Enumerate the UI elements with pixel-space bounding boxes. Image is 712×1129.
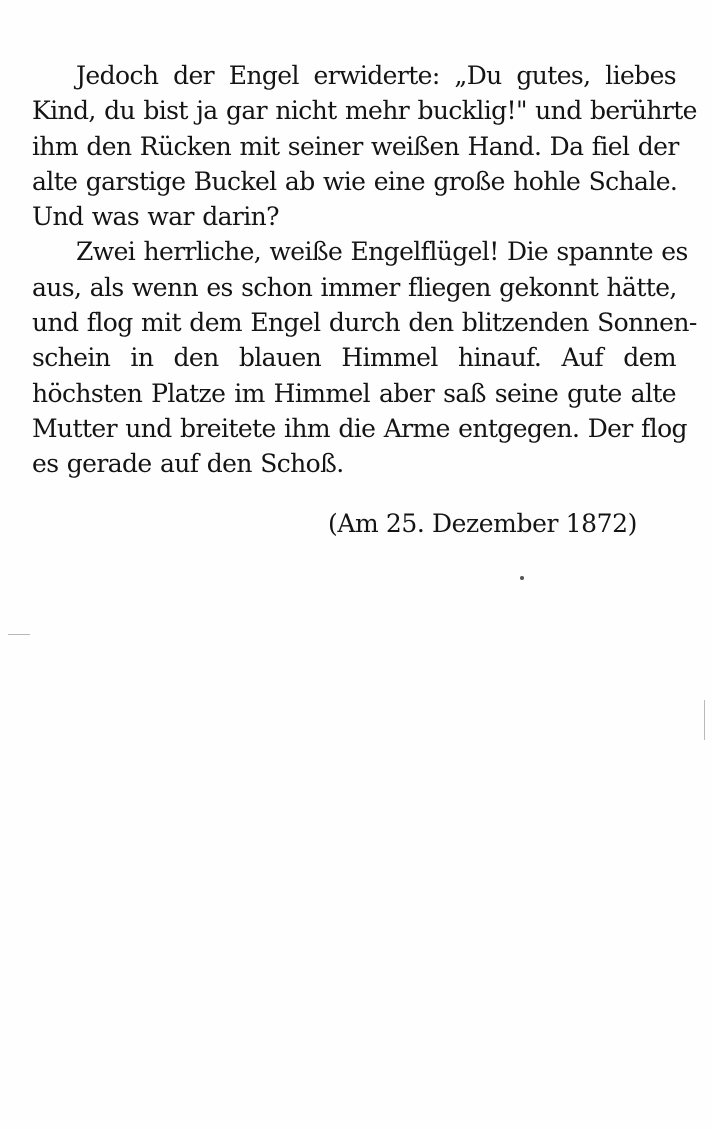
ink-speck [520, 576, 524, 580]
text-line: aus, als wenn es schon immer fliegen gekonnt hätte, [32, 272, 677, 302]
text-line: höchsten Platze im Himmel aber saß seine gute alte [32, 378, 676, 408]
scan-edge-mark [704, 700, 705, 740]
text-line: Kind, du bist ja gar nicht mehr bucklig!" und berührte [32, 96, 697, 126]
scan-edge-mark [8, 634, 30, 635]
text-line: Mutter und breitete ihm die Arme entgegen. Der flog [32, 413, 687, 443]
text-line: alte garstige Buckel ab wie eine große hohle Schale. [32, 166, 678, 196]
text-line: und flog mit dem Engel durch den blitzenden Sonnen- [32, 308, 697, 338]
story-text [32, 58, 697, 482]
text-line: schein in den blauen Himmel hinauf. Auf dem [32, 343, 676, 373]
date-line: (Am 25. Dezember 1872) [328, 509, 637, 538]
text-line: Zwei herrliche, weiße Engelflügel! Die spannte es [76, 237, 688, 267]
text-line: Und was war darin? [32, 202, 279, 232]
paragraph-2 [32, 234, 697, 481]
text-line: Jedoch der Engel erwiderte: „Du gutes, liebes [76, 61, 676, 90]
text-line: ihm den Rücken mit seiner weißen Hand. Da fiel der [32, 131, 679, 161]
paragraph-1 [32, 58, 697, 234]
text-line: es gerade auf den Schoß. [32, 449, 344, 479]
